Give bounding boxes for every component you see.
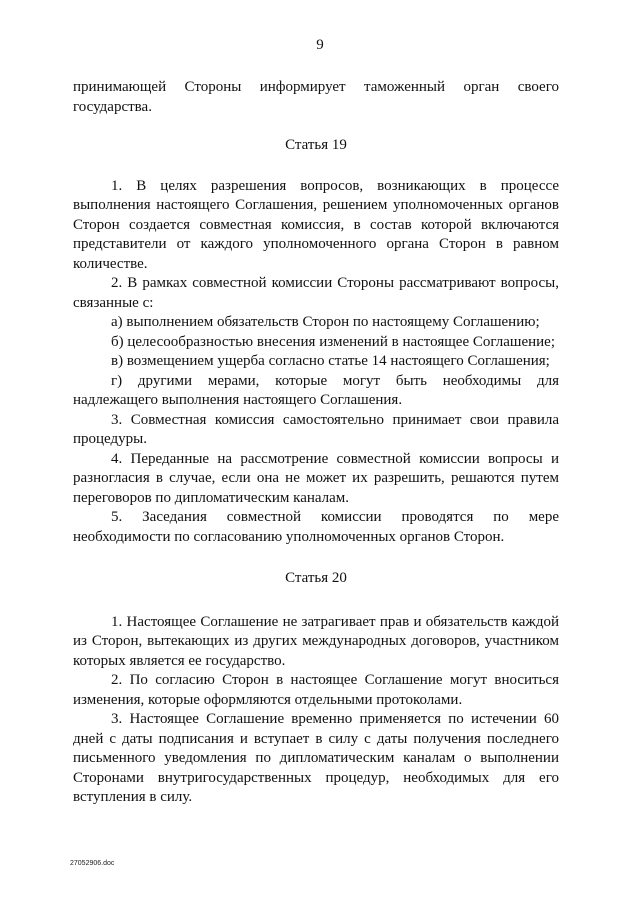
article-20-paragraph-1: 1. Настоящее Соглашение не затрагивает прав и обязательств каждой из Сторон, вытекающих из других международных договоров, участником которых является ее государство. xyxy=(73,613,559,669)
article-20-paragraph-2: 2. По согласию Сторон в настоящее Соглашение могут вноситься изменения, которые оформляются отдельными протоколами. xyxy=(73,672,559,708)
article-19-item-b: б) целесообразностью внесения изменений в настоящее Соглашение; xyxy=(111,333,556,350)
article-19-paragraph-4: 4. Переданные на рассмотрение совместной комиссии вопросы и разногласия в случае, если она не может их разрешить, решаются путем переговоров по дипломатическим каналам. xyxy=(73,450,559,506)
article-19-item-c: в) возмещением ущерба согласно статье 14 настоящего Соглашения; xyxy=(111,353,550,369)
document-body xyxy=(73,78,559,808)
article-20-heading: Статья 20 xyxy=(285,570,347,586)
article-19-paragraph-2: 2. В рамках совместной комиссии Стороны рассматривают вопросы, связанные с: xyxy=(73,275,559,311)
article-19-paragraph-3: 3. Совместная комиссия самостоятельно принимает свои правила процедуры. xyxy=(73,411,559,447)
article-19-item-d: г) другими мерами, которые могут быть необходимы для надлежащего выполнения настоящего Соглашения. xyxy=(73,372,559,408)
article-19-heading: Статья 19 xyxy=(285,137,347,153)
article-19-paragraph-5: 5. Заседания совместной комиссии проводятся по мере необходимости по согласованию уполномоченных органов Сторон. xyxy=(73,509,559,545)
intro-paragraph: принимающей Стороны информирует таможенный орган своего государства. xyxy=(73,79,559,115)
article-19-paragraph-1: 1. В целях разрешения вопросов, возникающих в процессе выполнения настоящего Соглашения, решением уполномоченных органов Сторон создается совместная комиссия, в состав которой включаются представители от каждого уполномоченного органа Сторон в равном количестве. xyxy=(73,177,559,272)
article-20-paragraph-3: 3. Настоящее Соглашение временно применяется по истечении 60 дней с даты подписания и вступает в силу с даты получения последнего письменного уведомления по дипломатическим каналам о выполнении Сторонами внутригосударственных процедур, необходимых для его вступления в силу. xyxy=(73,711,559,805)
document-filename: 27052906.doc xyxy=(70,860,115,867)
article-19-item-a: а) выполнением обязательств Сторон по настоящему Соглашению; xyxy=(111,314,540,330)
page-number: 9 xyxy=(316,37,324,53)
